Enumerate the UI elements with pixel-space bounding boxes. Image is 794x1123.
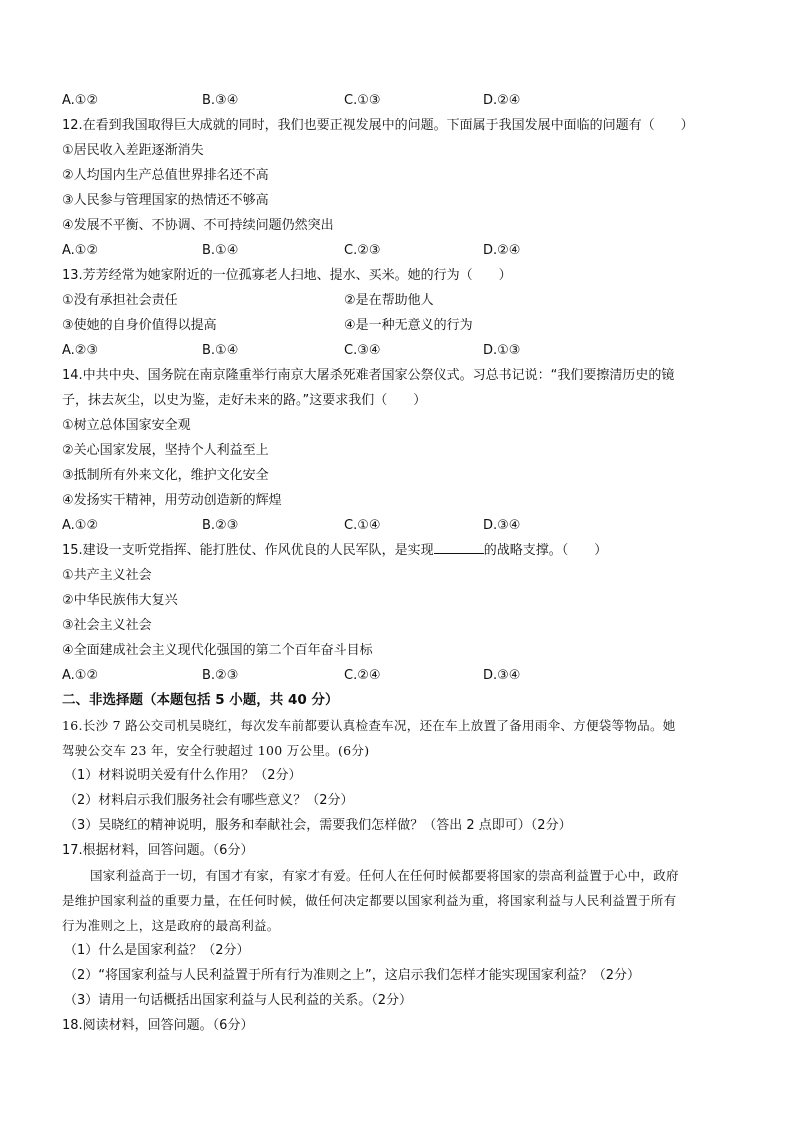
q17-stem: 17.根据材料，回答问题。（6分） <box>62 843 254 858</box>
q15-stem-before: 15.建设一支听党指挥、能打胜仗、作风优良的人民军队，是实现 <box>62 543 434 558</box>
q12-item-1: ①居民收入差距逐渐消失 <box>62 143 204 158</box>
q14-item-1: ①树立总体国家安全观 <box>62 418 191 433</box>
q11-option-d: D.②④ <box>483 93 521 108</box>
q15-option-a: A.①② <box>62 668 99 683</box>
q14-option-b: B.②③ <box>202 518 239 533</box>
q13-stem: 13.芳芳经常为她家附近的一位孤寡老人扫地、提水、买米。她的行为（ ） <box>62 268 512 283</box>
q12-item-2: ②人均国内生产总值世界排名还不高 <box>62 168 269 183</box>
q14-option-a: A.①② <box>62 518 99 533</box>
q15-options <box>62 663 742 688</box>
q15-item-1: ①共产主义社会 <box>62 568 152 583</box>
q14-item-2: ②关心国家发展，坚持个人利益至上 <box>62 443 269 458</box>
q13-items-row-1 <box>62 288 742 313</box>
q16-sub-3: （3）吴晓红的精神说明，服务和奉献社会，需要我们怎样做？（答出 2 点即可）（2分） <box>64 818 572 833</box>
q18-stem: 18.阅读材料，回答问题。（6分） <box>62 1018 254 1033</box>
q13-option-c: C.③④ <box>344 343 381 358</box>
q15-option-d: D.③④ <box>483 668 521 683</box>
q14-option-c: C.①④ <box>344 518 381 533</box>
q14-stem-line-1: 14.中共中央、国务院在南京隆重举行南京大屠杀死难者国家公祭仪式。习总书记说：“我们要擦清历史的镜 <box>62 368 675 383</box>
q15-item-4: ④全面建成社会主义现代化强国的第二个百年奋斗目标 <box>62 643 373 658</box>
exam-page <box>62 88 742 1038</box>
q17-sub-3: （3）请用一句话概括出国家利益与人民利益的关系。（2分） <box>64 993 413 1008</box>
q13-items-row-2 <box>62 313 742 338</box>
q11-option-b: B.③④ <box>202 93 239 108</box>
q15-stem-after: 的战略支撑。（ ） <box>483 543 608 558</box>
q13-options <box>62 338 742 363</box>
q13-item-2: ②是在帮助他人 <box>344 293 434 308</box>
q15-option-c: C.②④ <box>344 668 381 683</box>
q17-material-line-3: 行为准则之上，这是政府的最高利益。 <box>62 918 280 933</box>
q16-sub-1: （1）材料说明关爱有什么作用？（2分） <box>64 768 302 783</box>
q15-item-2: ②中华民族伟大复兴 <box>62 593 178 608</box>
q13-option-b: B.①④ <box>202 343 239 358</box>
q16-stem-line-1: 16.长沙 7 路公交司机吴晓红，每次发车前都要认真检查车况，还在车上放置了备用雨伞、方便袋等物品。她 <box>62 718 676 733</box>
q12-item-4: ④发展不平衡、不协调、不可持续问题仍然突出 <box>62 218 334 233</box>
q12-stem: 12.在看到我国取得巨大成就的同时，我们也要正视发展中的问题。下面属于我国发展中面临的问题有（ ） <box>62 118 694 133</box>
q13-item-1: ①没有承担社会责任 <box>62 293 178 308</box>
q11-options <box>62 88 742 113</box>
q15-fill-blank <box>434 539 484 554</box>
q14-options <box>62 513 742 538</box>
q13-option-a: A.②③ <box>62 343 99 358</box>
q13-option-d: D.①③ <box>483 343 521 358</box>
q12-option-b: B.①④ <box>202 243 239 258</box>
q12-option-c: C.②③ <box>344 243 381 258</box>
q15-option-b: B.②③ <box>202 668 239 683</box>
q11-option-c: C.①③ <box>344 93 381 108</box>
q14-stem-line-2: 子，抹去灰尘，以史为鉴，走好未来的路。”这要求我们（ ） <box>62 393 427 408</box>
q14-option-d: D.③④ <box>483 518 521 533</box>
q12-options <box>62 238 742 263</box>
q17-sub-1: （1）什么是国家利益？（2分） <box>64 943 250 958</box>
q14-item-3: ③抵制所有外来文化，维护文化安全 <box>62 468 269 483</box>
section-2-title: 二、非选择题（本题包括 5 小题，共 40 分） <box>62 692 339 708</box>
q17-material-line-1: 国家利益高于一切，有国才有家，有家才有爱。任何人在任何时候都要将国家的崇高利益置于心中，政府 <box>90 868 679 883</box>
q17-sub-2: （2）“将国家利益与人民利益置于所有行为准则之上”，这启示我们怎样才能实现国家利益？（2分） <box>64 968 641 983</box>
q12-option-d: D.②④ <box>483 243 521 258</box>
q13-item-4: ④是一种无意义的行为 <box>344 318 473 333</box>
q14-item-4: ④发扬实干精神，用劳动创造新的辉煌 <box>62 493 282 508</box>
q15-stem <box>62 538 742 563</box>
q16-sub-2: （2）材料启示我们服务社会有哪些意义？（2分） <box>64 793 354 808</box>
q15-item-3: ③社会主义社会 <box>62 618 152 633</box>
q17-material-line-2: 是维护国家利益的重要力量，在任何时候，做任何决定都要以国家利益为重，将国家利益与人民利益置于所有 <box>62 893 677 908</box>
q11-option-a: A.①② <box>62 93 99 108</box>
q13-item-3: ③使她的自身价值得以提高 <box>62 318 217 333</box>
q16-stem-line-2: 驾驶公交车 23 年，安全行驶超过 100 万公里。(6分) <box>62 743 370 758</box>
q12-option-a: A.①② <box>62 243 99 258</box>
q12-item-3: ③人民参与管理国家的热情还不够高 <box>62 193 269 208</box>
